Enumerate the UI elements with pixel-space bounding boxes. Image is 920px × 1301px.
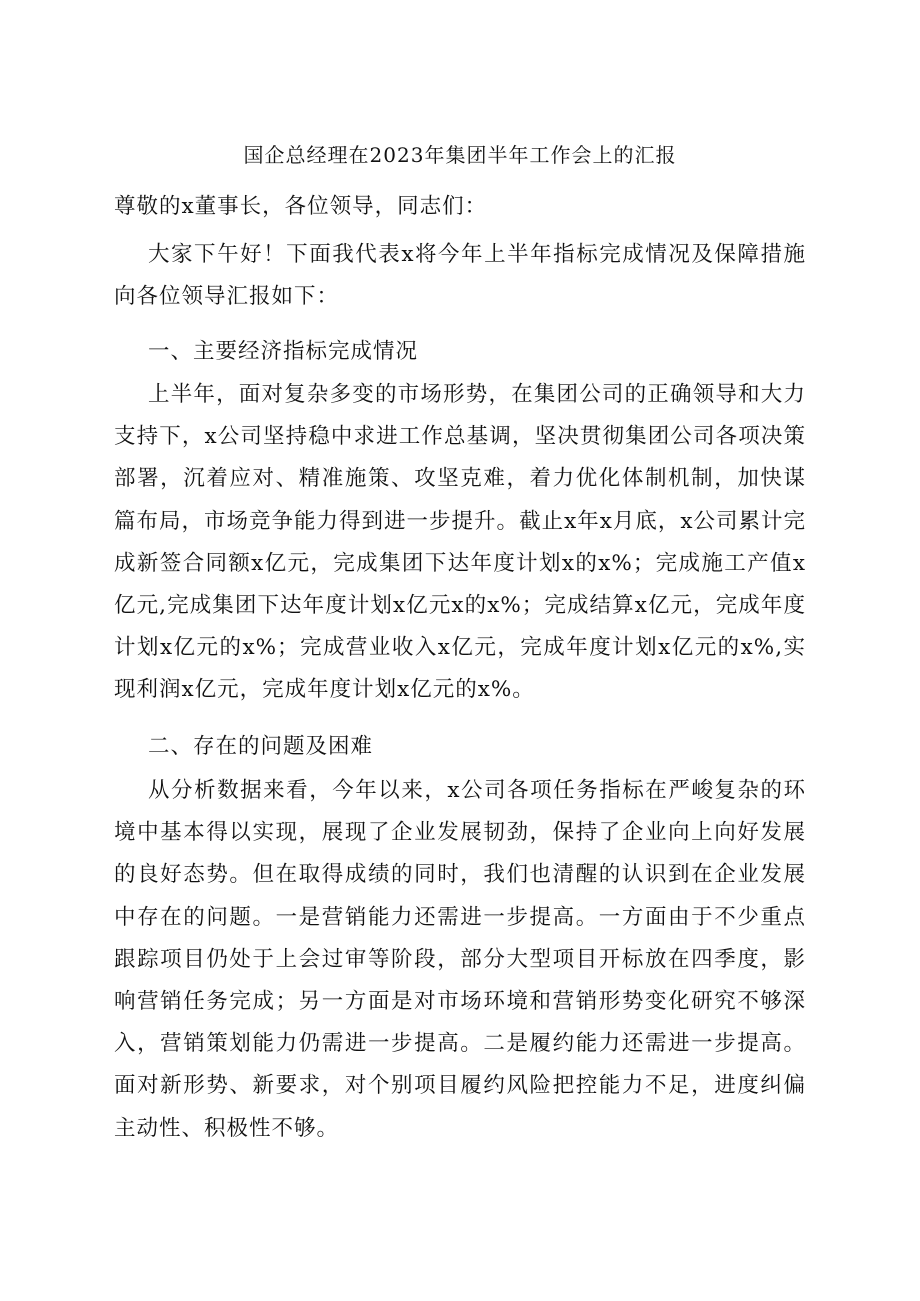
section2-heading: 二、存在的问题及困难: [148, 734, 374, 759]
document-title: 国企总经理在2023年集团半年工作会上的汇报: [243, 143, 677, 167]
section2-paragraph: 从分析数据来看，今年以来，x公司各项任务指标在严峻复杂的环境中基本得以实现，展现了企业发展韧劲，保持了企业向上向好发展的良好态势。但在取得成绩的同时，我们也清醒的认识到在企业发展中存在的问题。一是营销能力还需进一步提高。一方面由于不少重点跟踪项目仍处于上会过审等阶段，部分大型项目开标放在四季度，影响营销任务完成；另一方面是对市场环境和营销形势变化研究不够深入，营销策划能力仍需进一步提高。二是履约能力还需进一步提高。面对新形势、新要求，对个别项目履约风险把控能力不足，进度纠偏主动性、积极性不够。: [114, 778, 806, 1141]
greeting-paragraph: 大家下午好！下面我代表x将今年上半年指标完成情况及保障措施向各位领导汇报如下：: [114, 242, 806, 310]
salutation: 尊敬的x董事长，各位领导，同志们：: [114, 194, 488, 219]
section1-paragraph: 上半年，面对复杂多变的市场形势，在集团公司的正确领导和大力支持下，x公司坚持稳中求进工作总基调，坚决贯彻集团公司各项决策部署，沉着应对、精准施策、攻坚克难，着力优化体制机制，加快谋篇布局，市场竞争能力得到进一步提升。截止x年x月底，x公司累计完成新签合同额x亿元，完成集团下达年度计划x的x%；完成施工产值x亿元,完成集团下达年度计划x亿元x的x%；完成结算x亿元，完成年度计划x亿元的x%；完成营业收入x亿元，完成年度计划x亿元的x%,实现利润x亿元，完成年度计划x亿元的x%。: [114, 382, 806, 703]
section1-heading: 一、主要经济指标完成情况: [148, 339, 419, 364]
